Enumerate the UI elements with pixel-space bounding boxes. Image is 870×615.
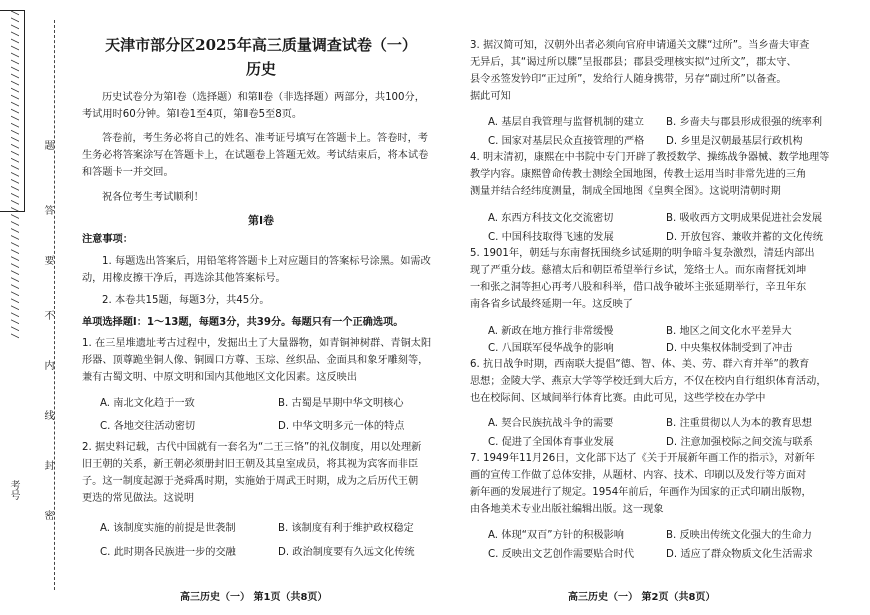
q7-option-b[interactable]: B. 反映出传统文化强大的生命力 [666,530,812,541]
q1-option-c[interactable]: C. 各地交往活动密切 [100,421,196,432]
q6-option-c[interactable]: C. 促进了全国体育事业发展 [488,437,614,448]
binding-margin [0,0,70,615]
page-footer: 高三历史（一） 第1页（共8页） [180,592,328,603]
q1-option-b[interactable]: B. 古蜀是早期中华文明核心 [278,398,404,409]
q7-line: 画的宣传工作做了总体安排，从题材、内容、技术、印刷以及发行等方面对 [470,470,807,481]
q1-line: 1. 在三星堆遗址考古过程中，发掘出土了大量器物，如青铜神树群、青铜太阳 [82,338,432,349]
intro-line: 历史试卷分为第Ⅰ卷（选择题）和第Ⅱ卷（非选择题）两部分，共100分， [102,92,425,103]
seal-label: 封 [42,460,53,470]
q1-line: 形器、顶尊跪坐铜人像、铜圆口方尊、玉琮、丝织品、金面具和象牙雕刻等， [82,355,429,366]
q7-option-c[interactable]: C. 反映出文艺创作需要贴合时代 [488,549,635,560]
q2-option-a[interactable]: A. 该制度实施的前提是世袭制 [100,523,236,534]
q1-line: 兼有古蜀文明、中原文明和国内其他地区文化因素。这反映出 [82,372,358,383]
q3-option-a[interactable]: A. 基层自我管理与监督机制的建立 [488,117,644,128]
q3-line: 县令丞签发钤印“正过所”，发给行人随身携带，另存“副过所”以备查。 [470,74,787,85]
q2-option-b[interactable]: B. 该制度有利于维护政权稳定 [278,523,414,534]
q2-line: 子。这一制度起源于尧舜禹时期，实施始于周武王时期，成为之后历代王朝 [82,476,419,487]
q3-line: 据此可知 [470,91,511,102]
seal-label: 题 [42,140,53,150]
intro-line: 生务必将答案涂写在答题卡上，在试题卷上答题无效。考试结束后，将本试卷 [82,150,429,161]
q6-line: 思想；金陵大学、燕京大学等学校迁到大后方，不仅在校内自行组织体育活动， [470,376,827,387]
notice-title: 注意事项： [82,234,133,245]
exam-number-label: 考号 [8,480,19,500]
q4-option-a[interactable]: A. 东西方科技文化交流密切 [488,213,614,224]
seal-label: 密 [42,510,53,520]
intro-line: 和答题卡一并交回。 [82,167,174,178]
q2-option-d[interactable]: D. 政治制度要有久远文化传统 [278,547,415,558]
q4-line: 测量并结合经纬度测量，制成全国地图《皇舆全图》。这说明清朝时期 [470,186,781,197]
notice-line: 1. 每题选出答案后，用铅笔将答题卡上对应题目的答案标号涂黑。如需改 [102,256,431,267]
seal-label: 内 [42,360,53,370]
seal-label: 线 [42,410,53,420]
q2-line: 旧王朝的关系，新王朝必须册封旧王朝及其皇室成员，将其视为宾客而非臣 [82,459,419,470]
q1-option-a[interactable]: A. 南北文化趋于一致 [100,398,195,409]
q6-line: 也在校际间、区域间举行体育比赛。由此可见，这些学校在办学中 [470,393,766,404]
q7-line: 7. 1949年11月26日，文化部下达了《关于开展新年画工作的指示》，对新年 [470,453,815,464]
q6-line: 6. 抗日战争时期，西南联大提倡“德、智、体、美、劳、群六育并举”的教育 [470,359,810,370]
seal-line [54,20,55,590]
subject-title: 历史 [245,60,276,78]
seal-label: 要 [42,255,53,265]
q2-line: 2. 据史料记载，古代中国就有一套名为“二王三恪”的礼仪制度，用以处理新 [82,442,422,453]
q3-option-c[interactable]: C. 国家对基层民众直接管理的严格 [488,136,645,147]
q6-option-b[interactable]: B. 注重贯彻以人为本的教育思想 [666,418,812,429]
q4-option-b[interactable]: B. 吸收西方文明成果促进社会发展 [666,213,823,224]
q2-line: 更迭的常见做法。这说明 [82,493,195,504]
intro-line: 考试用时60分钟。第Ⅰ卷1至4页，第Ⅱ卷5至8页。 [82,109,303,120]
q5-option-d[interactable]: D. 中央集权体制受到了冲击 [666,343,793,354]
q5-line: 现了严重分歧。慈禧太后和朝臣希望举行乡试，笼络士人。而东南督抚刘坤 [470,265,807,276]
q7-option-d[interactable]: D. 适应了群众物质文化生活需求 [666,549,813,560]
q2-option-c[interactable]: C. 此时期各民族进一步的交融 [100,547,236,558]
q3-option-b[interactable]: B. 乡啬夫与郡县形成很强的统率利 [666,117,823,128]
seal-label: 答 [42,205,53,215]
q5-option-c[interactable]: C. 八国联军侵华战争的影响 [488,343,614,354]
q7-line: 由各地美术专业出版社编辑出版。这一现象 [470,504,664,515]
q4-line: 教学内容。康熙曾命传教士测绘全国地图，传教士运用当时非常先进的三角 [470,169,807,180]
q5-option-a[interactable]: A. 新政在地方推行非常缓慢 [488,326,614,337]
intro-line: 祝各位考生考试顺利！ [102,192,204,203]
q7-line: 新年画的发展进行了规定。1954年前后，年画作为国家的正式印刷出版物， [470,487,812,498]
single-choice-heading: 单项选择题Ⅰ：1～13题，每题3分，共39分。每题只有一个正确选项。 [82,317,404,328]
q6-option-a[interactable]: A. 契合民族抗战斗争的需要 [488,418,614,429]
exam-title: 天津市部分区2025年高三质量调查试卷（一） [105,36,417,54]
notice-line: 2. 本卷共15题，每题3分，共45分。 [102,295,270,306]
q5-line: 一和张之洞等担心再考八股和科举，借口战争破坏主张延期举行，辛丑年东 [470,282,807,293]
q4-line: 4. 明末清初，康熙在中书院中专门开辟了教授数学、操练战争器械、数学地理等 [470,152,830,163]
page-footer: 高三历史（一） 第2页（共8页） [568,592,716,603]
q5-line: 5. 1901年，朝廷与东南督抚围绕乡试延期的明争暗斗复杂激烈，清廷内部出 [470,248,815,259]
q3-line: 3. 据汉简可知，汉朝外出者必须向官府申请通关文牒“过所”。当乡啬夫审查 [470,40,810,51]
section-heading: 第Ⅰ卷 [247,214,275,227]
q4-option-d[interactable]: D. 开放包容、兼收并蓄的文化传统 [666,232,823,243]
q6-option-d[interactable]: D. 注意加强校际之间交流与联系 [666,437,813,448]
q7-option-a[interactable]: A. 体现“双百”方针的积极影响 [488,530,624,541]
seal-label: 不 [42,310,53,320]
q3-option-d[interactable]: D. 乡里是汉朝最基层行政机构 [666,136,803,147]
q5-line: 南各省乡试最终延期一年。这反映了 [470,299,633,310]
q4-option-c[interactable]: C. 中国科技取得飞速的发展 [488,232,614,243]
notice-line: 动，用橡皮擦干净后，再选涂其他答案标号。 [82,273,286,284]
q3-line: 无异后，其“谒过所以牒”呈报郡县；郡县受理核实拟“过所文”，郡太守、 [470,57,797,68]
intro-line: 答卷前，考生务必将自己的姓名、准考证号填写在答题卡上。答卷时，考 [102,133,428,144]
margin-slash-pattern: /////////////////////////////////////////////// [9,10,20,340]
q5-option-b[interactable]: B. 地区之间文化水平差异大 [666,326,792,337]
q1-option-d[interactable]: D. 中华文明多元一体的特点 [278,421,405,432]
